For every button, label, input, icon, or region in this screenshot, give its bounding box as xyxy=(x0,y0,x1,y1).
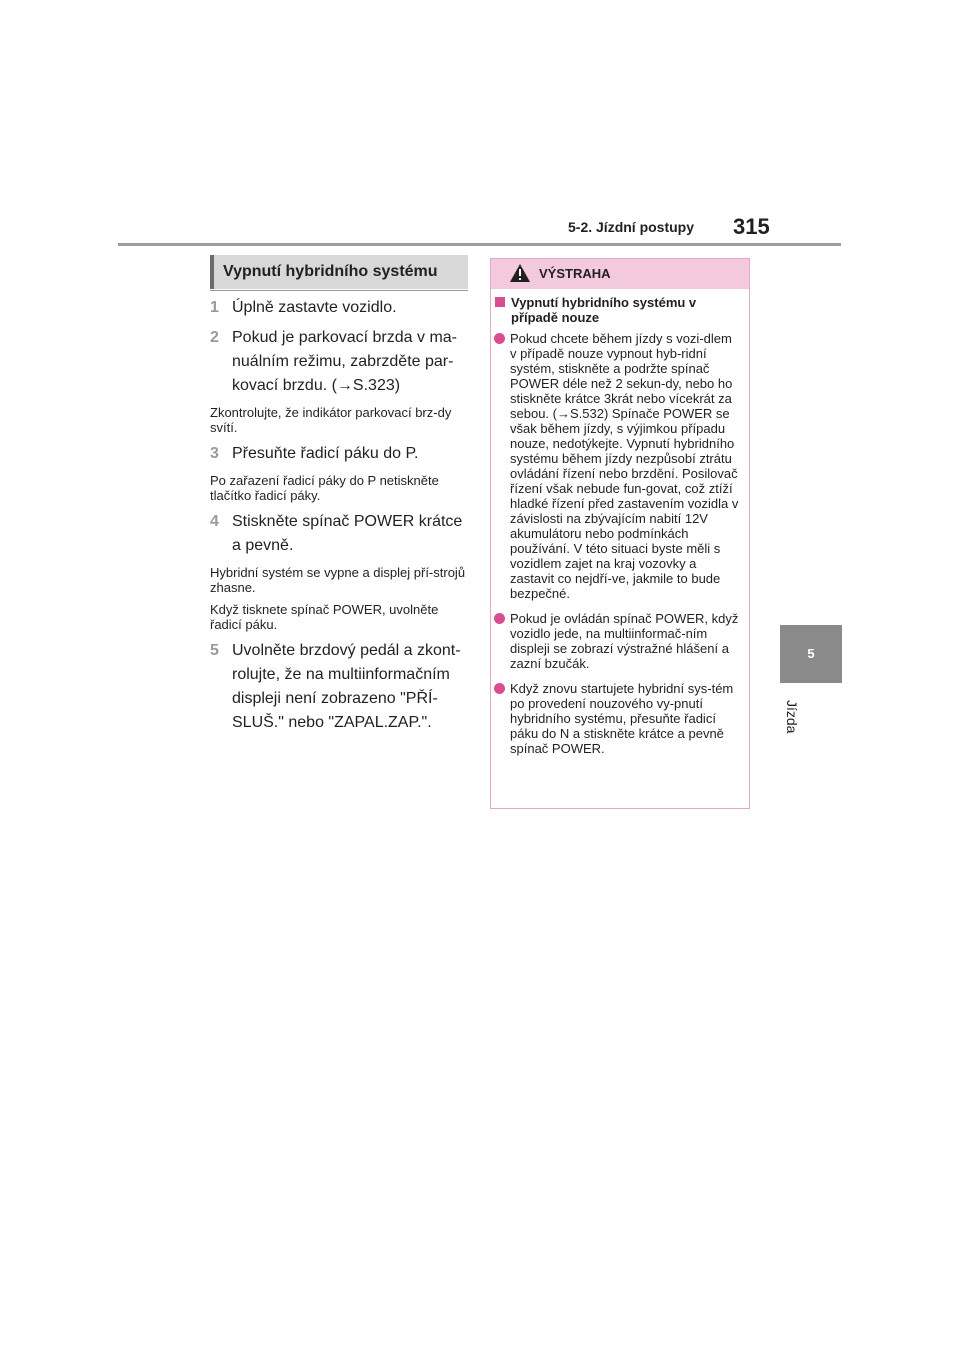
procedure-steps xyxy=(210,296,470,735)
warning-triangle-icon xyxy=(509,263,531,288)
step-note: Když tisknete spínač POWER, uvolněte řadicí páku. xyxy=(210,602,439,632)
chapter-title: Jízda xyxy=(784,700,800,734)
circle-bullet-icon xyxy=(494,683,505,694)
step-note: Zkontrolujte, že indikátor parkovací brz-dy svítí. xyxy=(210,405,452,435)
step-number: 4 xyxy=(210,513,219,530)
step-text: Stiskněte spínač POWER krátce a pevně. xyxy=(232,513,463,554)
warning-item xyxy=(491,681,741,756)
warning-header xyxy=(491,259,749,289)
warning-box xyxy=(490,258,750,809)
step-3 xyxy=(210,442,470,466)
header-section-title: 5-2. Jízdní postupy xyxy=(568,219,695,235)
step-text: Pokud je parkovací brzda v ma-nuálním režimu, zabrzděte par-kovací brzdu. (→S.323) xyxy=(232,329,457,394)
section-heading: Vypnutí hybridního systému xyxy=(210,255,468,289)
warning-item-text: Pokud je ovládán spínač POWER, když vozidlo jede, na multiinformač-ním displeji se zobrazí výstražné hlášení a zazní bzučák. xyxy=(510,611,739,671)
step-text: Uvolněte brzdový pedál a zkont-rolujte, že na multiinformačním displeji není zobrazeno "PŘÍ-SLUŠ." nebo "ZAPAL.ZAP.". xyxy=(232,642,461,731)
step-number: 1 xyxy=(210,299,219,316)
header-divider xyxy=(118,243,841,246)
step-text: Úplně zastavte vozidlo. xyxy=(232,299,397,316)
step-4 xyxy=(210,510,470,558)
square-bullet-icon xyxy=(495,297,505,307)
step-number: 5 xyxy=(210,642,219,659)
chapter-tab: 5 xyxy=(780,625,842,683)
circle-bullet-icon xyxy=(494,333,505,344)
page-number: 315 xyxy=(733,214,770,239)
warning-item-text: Když znovu startujete hybridní sys-tém po provedení nouzového vy-pnutí hybridního systému, přesuňte řadicí páku do N a stiskněte krátce a pevně spínač POWER. xyxy=(510,681,734,756)
step-number: 2 xyxy=(210,329,219,346)
step-2 xyxy=(210,326,470,398)
chapter-side-label xyxy=(784,700,808,760)
warning-body xyxy=(491,289,749,756)
warning-item-text: Pokud chcete během jízdy s vozi-dlem v případě nouze vypnout hyb-ridní systém, stiskněte a podržte spínač POWER déle než 2 sekun-dy, nebo ho stiskněte krátce 3krát nebo vícekrát za sebou. (→S.532) Spínače POWER se však během jízdy, s výjimkou případu nouze, nedotýkejte. Vypnutí hybridního systému během jízdy nezpůsobí ztrátu ovládání řízení nebo brzdění. Posilovač řízení však nebude fun-govat, což ztíží hladké řízení před zastavením vozidla v závislosti na zbývajícím nabití 12V akumulátoru nebo podmínkách používání. V této situaci byste měli s vozidlem zajet na kraj vozovky a zastavit co nejdří-ve, jakmile to bude bezpečné. xyxy=(510,331,739,601)
warning-label: VÝSTRAHA xyxy=(539,266,611,281)
warning-item xyxy=(491,331,741,601)
step-number: 3 xyxy=(210,445,219,462)
step-note: Po zařazení řadicí páky do P netiskněte tlačítko řadicí páky. xyxy=(210,473,439,503)
step-5 xyxy=(210,639,470,735)
step-text: Přesuňte řadicí páku do P. xyxy=(232,445,419,462)
warning-subheading-text: Vypnutí hybridního systému v případě nouze xyxy=(511,295,697,325)
step-note: Hybridní systém se vypne a displej pří-strojů zhasne. xyxy=(210,565,466,595)
section-heading-rule xyxy=(210,290,468,291)
step-1 xyxy=(210,296,470,320)
warning-item xyxy=(491,611,741,671)
circle-bullet-icon xyxy=(494,613,505,624)
warning-subheading xyxy=(491,295,741,325)
